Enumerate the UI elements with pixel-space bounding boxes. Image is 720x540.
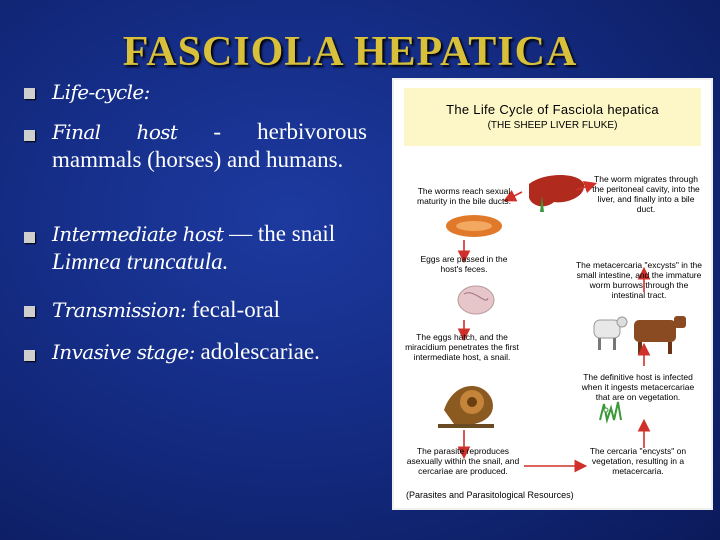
bullet-square-icon [24,130,35,141]
bullet-square-icon [24,232,35,243]
label-infect: The definitive host is infected when it ingests metacercariae that are on vegetation. [581,372,695,402]
label-migrate: The worm migrates through the peritoneal cavity, into the liver, and finally into a bile duct. [592,174,700,214]
bullet-term: Life-cycle: [52,80,150,104]
label-adult: The worms reach sexual maturity in the bile ducts. [416,186,511,206]
snail-icon [438,386,494,426]
bullet-intermediate-host [22,220,335,276]
diagram-credit: (Parasites and Parasitological Resources) [406,490,574,500]
bullet-square-icon [24,306,35,317]
bullet-text: fecal-oral [186,297,280,322]
sheep-icon [594,317,627,350]
bullet-term: Final host [52,120,178,144]
bullet-text: adolescariae. [194,339,320,364]
life-cycle-diagram [392,78,713,510]
label-hatch: The eggs hatch, and the miracidium penetrates the first intermediate host, a snail. [405,332,519,362]
label-encyst: The cercaria "encysts" on vegetation, resulting in a metacercaria. [589,446,687,476]
label-eggs: Eggs are passed in the host's feces. [420,254,508,274]
liver-icon [529,175,584,212]
bullet-transmission [22,296,280,324]
bullet-invasive-stage [22,338,320,366]
bullet-term: Transmission: [52,298,187,322]
label-reproduce: The parasite reproduces asexually within the snail, and cercariae are produced. [406,446,520,476]
fluke-icon [446,215,502,237]
egg-icon [458,286,494,314]
label-excyst: The metacercaria "excysts" in the small intestine, and the immature worm burrows through the intestinal tract. [575,260,703,300]
cow-icon [634,316,686,354]
bullet-text: — the snail [223,221,336,246]
bullet-term: Intermediate host [52,222,224,246]
bullet-square-icon [24,88,35,99]
bullet-text: - herbivorous mammals (horses) and humans. [52,119,367,172]
bullet-life-cycle [22,78,150,106]
diagram-title: The Life Cycle of Fasciola hepatica [446,102,659,117]
grass-icon [600,402,621,420]
diagram-subtitle: (THE SHEEP LIVER FLUKE) [487,120,618,131]
bullet-term: Invasive stage: [52,340,195,364]
bullet-square-icon [24,350,35,361]
slide-title: FASCIOLA HEPATICA [122,29,578,75]
bullet-final-host [22,118,367,174]
snail-species: Limnea truncatula. [52,249,229,274]
